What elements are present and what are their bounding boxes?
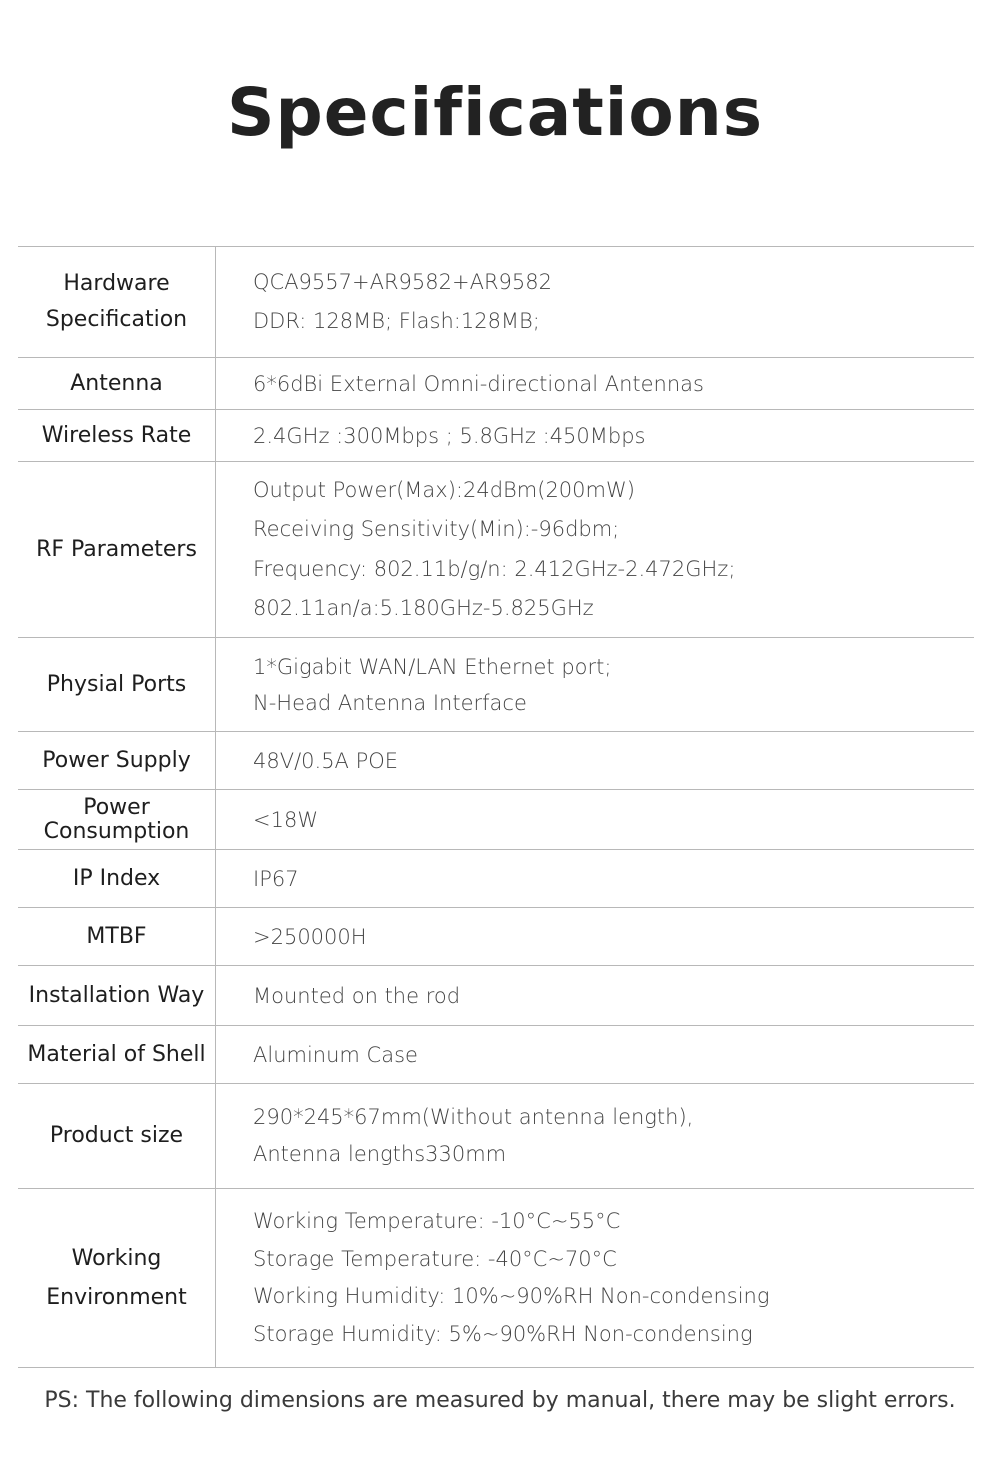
- spec-value-line: Working Temperature: -10°C~55°C: [253, 1209, 621, 1233]
- spec-values: [216, 850, 974, 907]
- spec-values: [216, 732, 974, 789]
- spec-value-line: 290*245*67mm(Without antenna length),: [253, 1105, 694, 1129]
- spec-value-line: N-Head Antenna Interface: [253, 690, 527, 715]
- spec-value-line: IP67: [253, 866, 299, 891]
- spec-values: [216, 908, 974, 965]
- spec-row: [18, 790, 974, 850]
- spec-value-line: <18W: [253, 807, 319, 832]
- spec-row: [18, 850, 974, 908]
- spec-value-line: Aluminum Case: [253, 1042, 418, 1067]
- spec-value-line: Storage Humidity: 5%~90%RH Non-condensing: [253, 1321, 753, 1346]
- page-title: Specifications: [226, 74, 764, 151]
- spec-value-line: Receiving Sensitivity(Min):-96dbm;: [253, 517, 620, 541]
- spec-row: [18, 410, 974, 462]
- spec-label: Hardware Specification: [18, 247, 216, 357]
- spec-values: [216, 247, 974, 357]
- spec-values: [216, 638, 974, 731]
- spec-value-line: Mounted on the rod: [253, 983, 461, 1008]
- spec-value-line: QCA9557+AR9582+AR9582: [253, 270, 552, 294]
- spec-value-line: Working Humidity: 10%~90%RH Non-condensing: [253, 1284, 770, 1308]
- spec-values: [216, 790, 974, 849]
- spec-values: [216, 1189, 974, 1367]
- spec-row: [18, 1084, 974, 1189]
- spec-value-line: 1*Gigabit WAN/LAN Ethernet port;: [253, 654, 612, 679]
- spec-label: Wireless Rate: [18, 410, 216, 461]
- spec-value-line: 6*6dBi External Omni-directional Antennas: [253, 371, 704, 396]
- spec-value-line: DDR: 128MB; Flash:128MB;: [253, 309, 540, 333]
- spec-values: [216, 410, 974, 461]
- spec-row: [18, 247, 974, 358]
- spec-value-line: Frequency: 802.11b/g/n: 2.412GHz-2.472GHz;: [253, 556, 736, 581]
- spec-label: Product size: [18, 1084, 216, 1188]
- spec-row: [18, 1026, 974, 1084]
- spec-label: RF Parameters: [18, 462, 216, 637]
- spec-row: [18, 638, 974, 732]
- spec-values: [216, 358, 974, 409]
- spec-label: Physial Ports: [18, 638, 216, 731]
- spec-label: Antenna: [18, 358, 216, 409]
- spec-label: Material of Shell: [18, 1026, 216, 1083]
- spec-value-line: 2.4GHz :300Mbps ; 5.8GHz :450Mbps: [253, 423, 646, 448]
- spec-table: [18, 246, 974, 1368]
- footnote: PS: The following dimensions are measured by manual, there may be slight errors.: [44, 1388, 956, 1413]
- spec-values: [216, 462, 974, 637]
- spec-value-line: >250000H: [253, 924, 367, 949]
- spec-label: IP Index: [18, 850, 216, 907]
- spec-label: Power Supply: [18, 732, 216, 789]
- spec-value-line: 48V/0.5A POE: [253, 748, 399, 773]
- spec-label: Installation Way: [18, 966, 216, 1025]
- spec-value-line: Antenna lengths330mm: [253, 1142, 507, 1166]
- spec-values: [216, 966, 974, 1025]
- spec-row: [18, 908, 974, 966]
- spec-row: [18, 732, 974, 790]
- spec-value-line: Output Power(Max):24dBm(200mW): [253, 477, 635, 502]
- spec-value-line: Storage Temperature: -40°C~70°C: [253, 1246, 617, 1271]
- spec-label: MTBF: [18, 908, 216, 965]
- spec-row: [18, 358, 974, 410]
- spec-label: Working Environment: [18, 1189, 216, 1367]
- spec-row: [18, 966, 974, 1026]
- spec-values: [216, 1026, 974, 1083]
- spec-row: [18, 462, 974, 638]
- spec-label: Power Consumption: [18, 790, 216, 849]
- spec-value-line: 802.11an/a:5.180GHz-5.825GHz: [253, 596, 594, 620]
- spec-row: [18, 1189, 974, 1368]
- spec-values: [216, 1084, 974, 1188]
